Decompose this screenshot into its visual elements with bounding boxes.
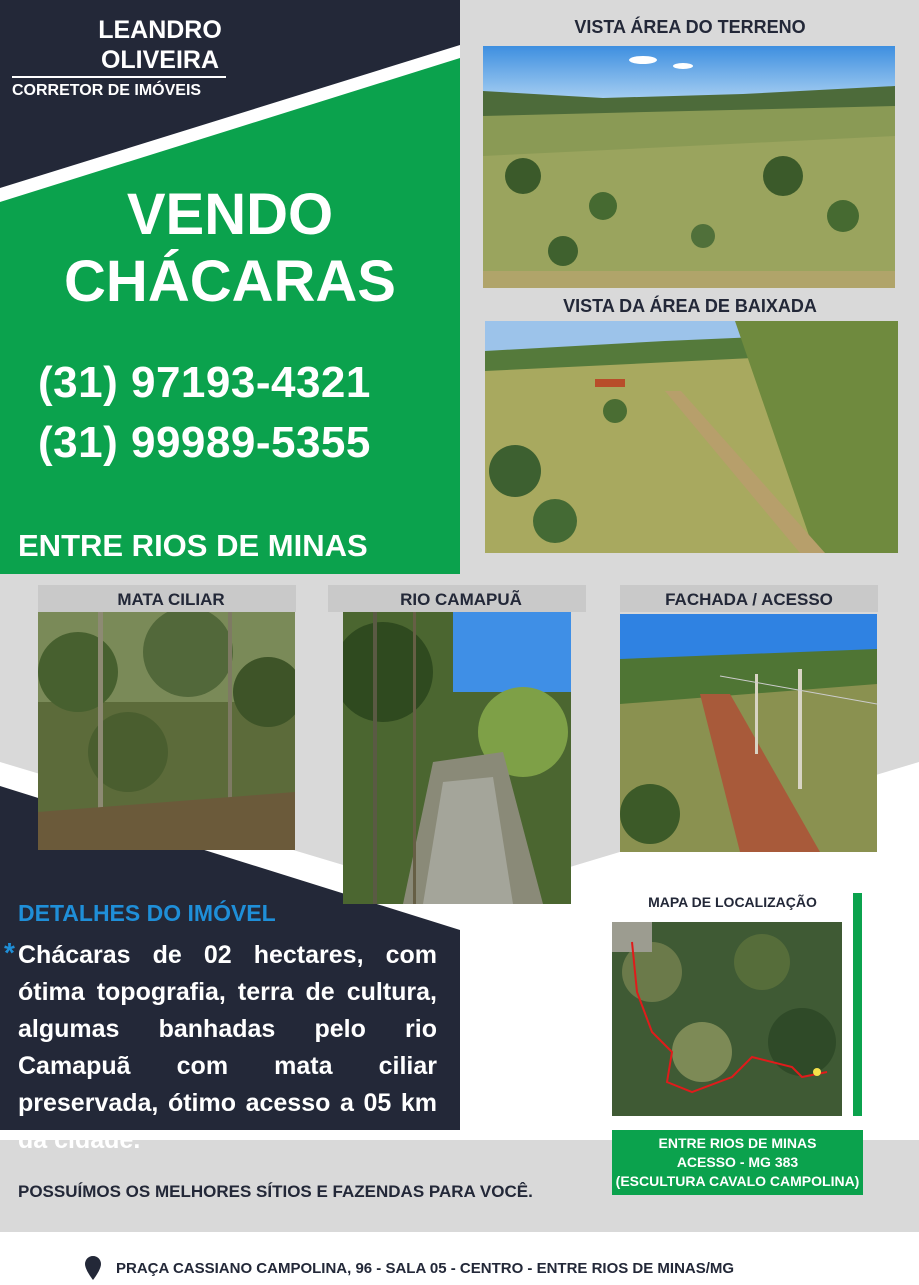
- agent-role: CORRETOR DE IMÓVEIS: [12, 82, 202, 99]
- photo-middle-caption: VISTA DA ÁREA DE BAIXADA: [563, 296, 817, 316]
- photo-riparian-forest: [38, 612, 295, 850]
- phone-number-1[interactable]: (31) 97193-4321: [38, 358, 371, 407]
- photo-small-caption-1: MATA CILIAR: [117, 590, 225, 609]
- details-text: Chácaras de 02 hectares, com ótima topografia, terra de cultura, algumas banhadas pelo rio Camapuã com mata ciliar preservada, ótimo acesso a 05 km da cidade.: [18, 941, 437, 1154]
- photo-terrain-view: [483, 46, 895, 288]
- photo-top-caption: VISTA ÁREA DO TERRENO: [574, 17, 806, 37]
- tagline: POSSUÍMOS OS MELHORES SÍTIOS E FAZENDAS PARA VOCÊ.: [18, 1182, 533, 1201]
- details-bullet: *: [4, 937, 15, 968]
- hero-title-line1: VENDO: [126, 182, 334, 247]
- header-underline: [12, 76, 226, 78]
- map-pin-icon: [84, 1256, 102, 1280]
- details-heading: DETALHES DO IMÓVEL: [18, 900, 276, 926]
- agent-name-line1: LEANDRO: [98, 16, 222, 44]
- footer-address: PRAÇA CASSIANO CAMPOLINA, 96 - SALA 05 - CENTRO - ENTRE RIOS DE MINAS/MG: [116, 1260, 735, 1277]
- map-heading: MAPA DE LOCALIZAÇÃO: [648, 894, 817, 910]
- photo-small-caption-3: FACHADA / ACESSO: [665, 590, 833, 609]
- map-info-line3: (ESCULTURA CAVALO CAMPOLINA): [615, 1173, 860, 1189]
- hero-city: ENTRE RIOS DE MINAS: [18, 528, 368, 563]
- location-map[interactable]: [612, 922, 842, 1116]
- phone-number-2[interactable]: (31) 99989-5355: [38, 418, 371, 467]
- map-info-line2: ACESSO - MG 383: [676, 1154, 799, 1170]
- photo-lowland-view: [485, 321, 898, 553]
- photo-small-caption-2: RIO CAMAPUÃ: [400, 590, 522, 609]
- photo-entrance-access: [620, 614, 877, 852]
- map-info-line1: ENTRE RIOS DE MINAS: [658, 1135, 817, 1151]
- photo-camapua-river: [343, 612, 571, 904]
- hero-title-line2: CHÁCARAS: [64, 249, 396, 314]
- map-info-box: [612, 1130, 863, 1195]
- agent-name-line2: OLIVEIRA: [100, 46, 220, 74]
- map-green-accent: [853, 893, 862, 1116]
